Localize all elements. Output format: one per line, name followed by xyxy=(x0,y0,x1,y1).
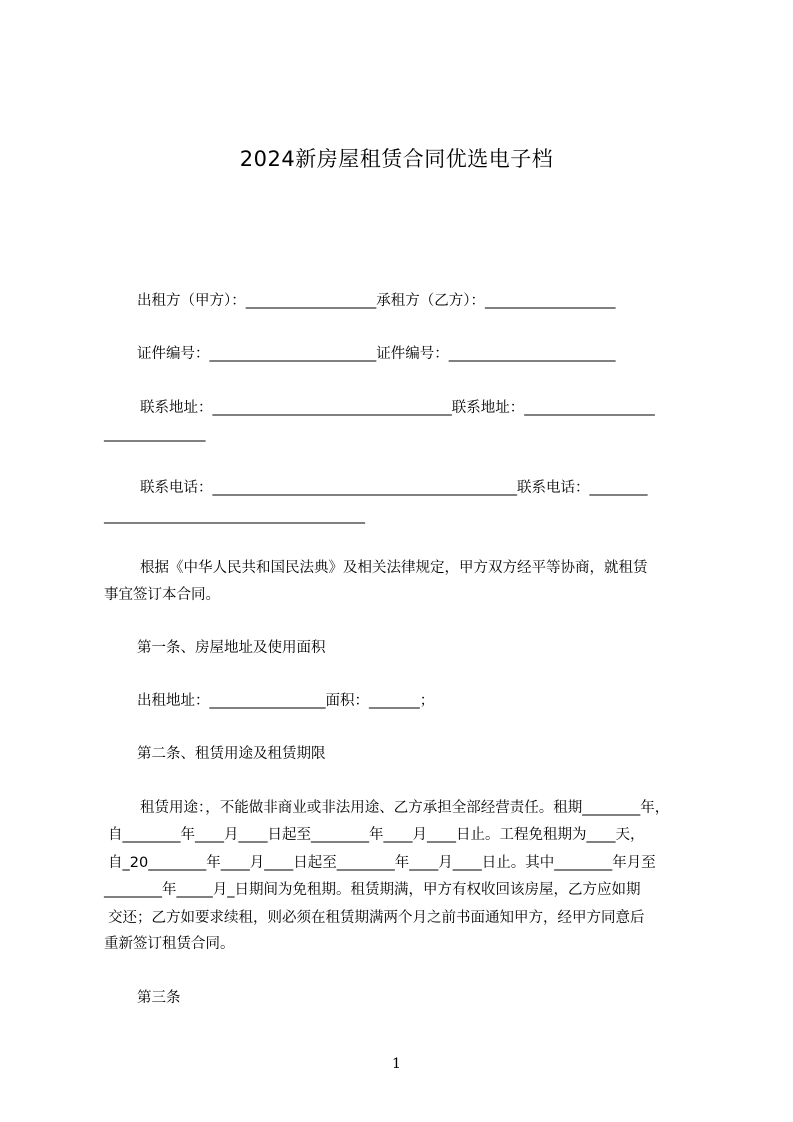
phone-line-continued: ____________________________________ xyxy=(104,508,365,524)
article-3-heading: 第三条 xyxy=(137,990,181,1006)
article-2-line-3: 自_20________年____月____日起至________年____月____日止。其中________年月至 xyxy=(108,855,656,871)
preamble-line-1: 根据《中华人民共和国民法典》及相关法律规定，甲方双方经平等协商，就租赁 xyxy=(140,560,648,576)
article-2-line-1: 租赁用途：，不能做非商业或非法用途、乙方承担全部经营责任。租期________年， xyxy=(140,800,670,816)
address-line: 联系地址：_________________________________联系地址：__________________ xyxy=(140,400,655,416)
phone-line: 联系电话：__________________________________________联系电话：________ xyxy=(140,480,648,496)
address-line-continued: ______________ xyxy=(104,426,206,442)
document-title: 2024新房屋租赁合同优选电子档 xyxy=(239,147,554,171)
article-2-line-6: 重新签订租赁合同。 xyxy=(104,936,235,952)
preamble-line-2: 事宜签订本合同。 xyxy=(104,587,220,603)
article-2-heading: 第二条、租赁用途及租赁期限 xyxy=(137,746,326,762)
article-2-line-2: 自________年____月____日起至________年____月____日止。工程免租期为____天， xyxy=(108,827,645,843)
party-a-b-line: 出租方（甲方）：__________________承租方（乙方）：__________________ xyxy=(137,293,616,309)
id-number-line: 证件编号：_______________________证件编号：_______________________ xyxy=(137,346,616,362)
article-1-heading: 第一条、房屋地址及使用面积 xyxy=(137,640,326,656)
article-2-line-5: 交还；乙方如要求续租，则必须在租赁期满两个月之前书面通知甲方，经甲方同意后 xyxy=(108,910,645,926)
article-2-line-4: ________年_____月_日期间为免租期。租赁期满，甲方有权收回该房屋，乙方应如期 xyxy=(104,882,641,898)
page-number: 1 xyxy=(392,1056,401,1072)
rental-address-line: 出租地址：________________面积：_______； xyxy=(137,693,435,709)
